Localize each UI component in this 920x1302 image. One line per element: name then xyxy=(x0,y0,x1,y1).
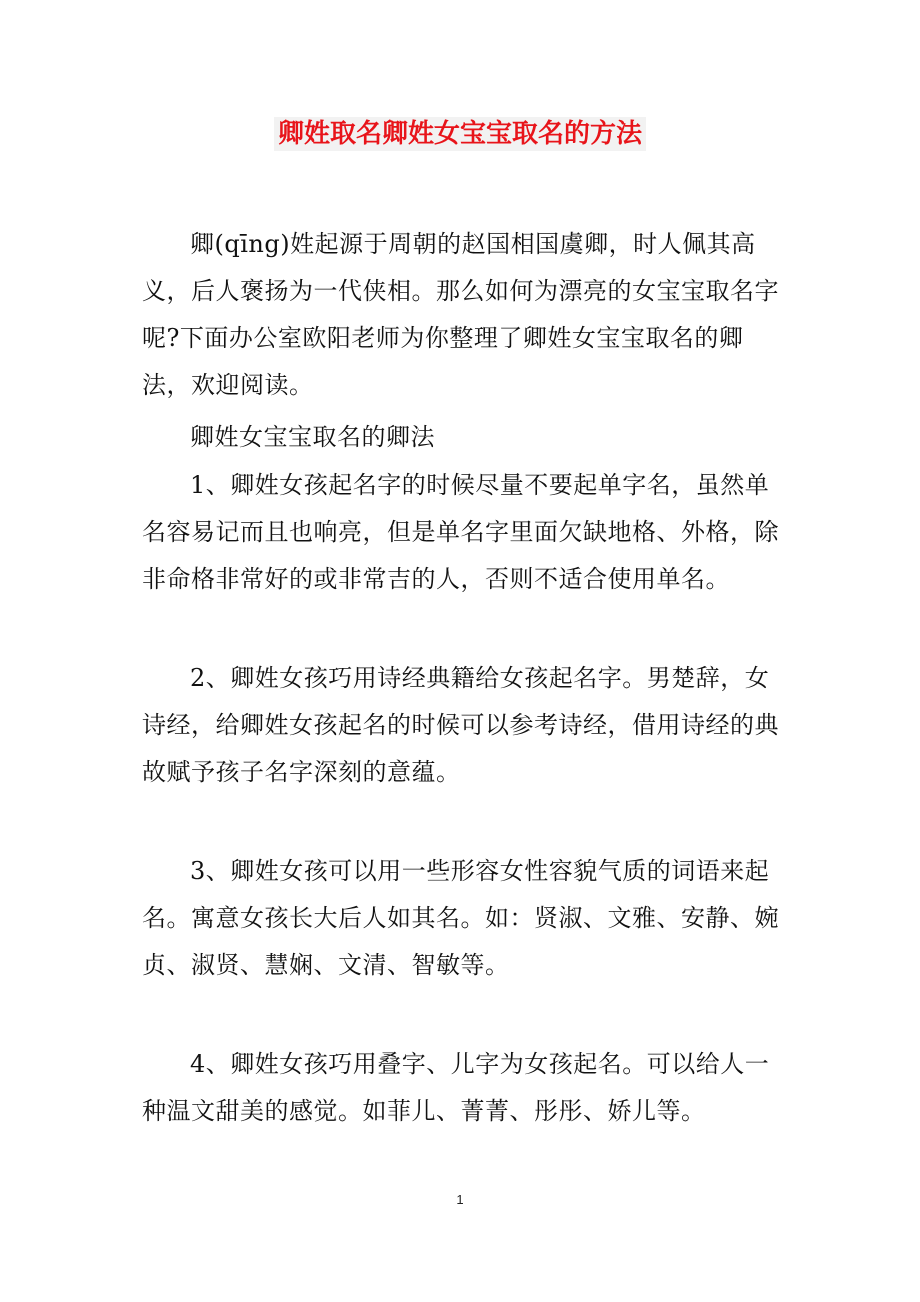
section-subheading: 卿姓女宝宝取名的卿法 xyxy=(190,423,435,451)
document-title-wrapper xyxy=(0,112,920,156)
page-number: 1 xyxy=(456,1192,464,1207)
list-item-1: 1、卿姓女孩起名字的时候尽量不要起单字名，虽然单名容易记而且也响亮，但是单名字里面欠缺地格、外格，除非命格非常好的或非常吉的人，否则不适合使用单名。 xyxy=(142,471,779,593)
list-item-3: 3、卿姓女孩可以用一些形容女性容貌气质的词语来起名。寓意女孩长大后人如其名。如：贤淑、文雅、安静、婉贞、淑贤、慧娴、文清、智敏等。 xyxy=(142,857,779,979)
list-item-4: 4、卿姓女孩巧用叠字、儿字为女孩起名。可以给人一种温文甜美的感觉。如菲儿、菁菁、彤彤、娇儿等。 xyxy=(142,1050,770,1125)
document-title: 卿姓取名卿姓女宝宝取名的方法 xyxy=(274,117,646,151)
intro-paragraph: 卿(qīng)姓起源于周朝的赵国相国虞卿，时人佩其高义，后人褒扬为一代侠相。那么如何为漂亮的女宝宝取名字呢?下面办公室欧阳老师为你整理了卿姓女宝宝取名的卿法，欢迎阅读。 xyxy=(142,230,779,399)
list-item-2: 2、卿姓女孩巧用诗经典籍给女孩起名字。男楚辞，女诗经，给卿姓女孩起名的时候可以参考诗经，借用诗经的典故赋予孩子名字深刻的意蕴。 xyxy=(142,664,779,786)
